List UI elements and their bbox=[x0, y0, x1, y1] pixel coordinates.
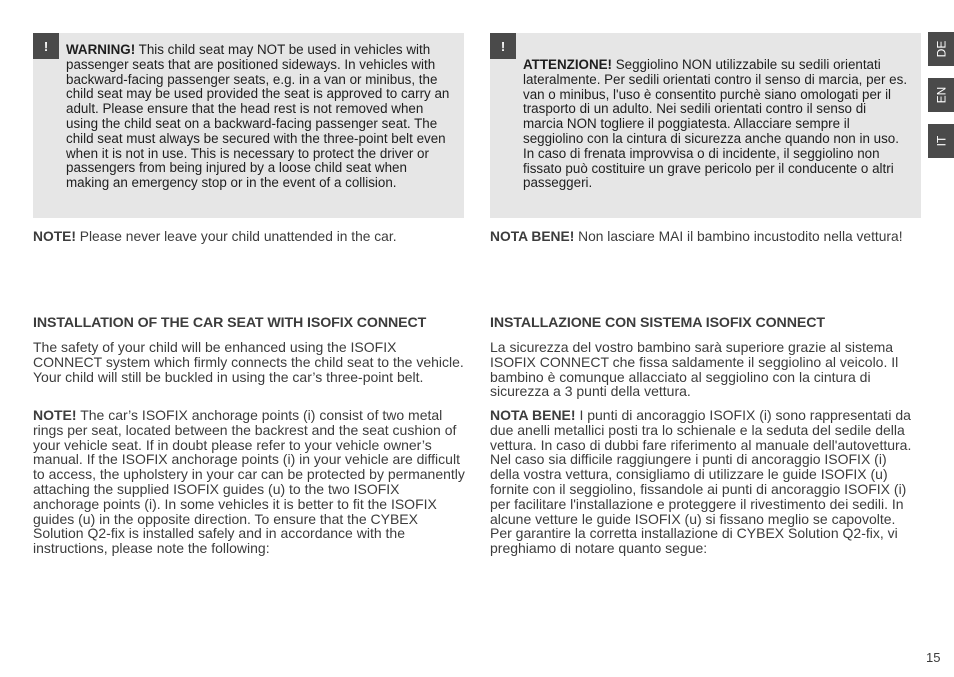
warning-box-en bbox=[33, 33, 464, 218]
warning-box-it bbox=[490, 33, 921, 218]
isofix-note-label-en: NOTE! bbox=[33, 407, 77, 423]
note-it bbox=[490, 229, 921, 245]
isofix-note-text-en: The car’s ISOFIX anchorage points (i) consist of two metal rings per seat, located between the backrest and the seat cushion of your vehicle seat. If in doubt please refer to your vehicle owner’s manual. If the ISOFIX anchorage points (i) in your vehicle are difficult to access, the upholstery in your car can be protected by permanently attaching the supplied ISOFIX guides (u) to the two ISOFIX anchorage points (i). In some vehicles it is better to fit the ISOFIX guides (u) in the opposite direction. To ensure that the CYBEX Solution Q2-fix is installed safely and in accordance with the instructions, please note the following: bbox=[33, 407, 465, 557]
warning-body-it: Seggiolino NON utilizzabile su sedili orientati lateralmente. Per sedili orientati contro il senso di marcia, per es. van o minibus, l'uso è consentito purchè siano omologati per il trasporto di un adulto. Nei sedili orientati contro il senso di marcia NON togliere il poggiatesta. Allacciare sempre il seggiolino con la cintura di sicurezza anche quando non in uso. In caso di frenata improvvisa o di incidente, il seggiolino non fissato può costituire un grave pericolo per il conducente o altri passeggeri. bbox=[523, 57, 908, 191]
warning-body-en: This child seat may NOT be used in vehicles with passenger seats that are positioned sideways. In vehicles with backward-facing passenger seats, e.g. in a van or minibus, the child seat may be used provided the seat is approved to carry an adult. Please ensure that the head rest is not removed when using the child seat on a backward-facing passenger seat. The child seat must always be secured with the three-point belt even when it is not in use. This is necessary to protect the driver or passengers from being injured by a loose child seat when making an emergency stop or in the event of a collision. bbox=[66, 42, 450, 191]
note-text-it: Non lasciare MAI il bambino incustodito nella vettura! bbox=[574, 229, 903, 244]
warning-text-en bbox=[66, 43, 451, 191]
section-heading-en: INSTALLATION OF THE CAR SEAT WITH ISOFIX CONNECT bbox=[33, 315, 427, 331]
warning-label-en: WARNING! bbox=[66, 42, 136, 57]
section-heading-it: INSTALLAZIONE CON SISTEMA ISOFIX CONNECT bbox=[490, 315, 825, 331]
warning-exclamation-icon: ! bbox=[33, 33, 59, 59]
note-label-it: NOTA BENE! bbox=[490, 229, 575, 244]
warning-label-it: ATTENZIONE! bbox=[523, 57, 613, 72]
note-label-en: NOTE! bbox=[33, 229, 76, 244]
language-tab-de[interactable] bbox=[928, 32, 954, 66]
warning-exclamation-icon: ! bbox=[490, 33, 516, 59]
note-en bbox=[33, 229, 464, 245]
isofix-note-text-it: I punti di ancoraggio ISOFIX (i) sono rappresentati da due anelli metallici posti tra lo schienale e la seduta del sedile della vettura. In caso di dubbi fare riferimento al manuale dell'autovettura. Nel caso sia difficile raggiungere i punti di ancoraggio ISOFIX (i) della vostra vettura, consigliamo di utilizzare le guide ISOFIX (u) fornite con il seggiolino, fissandole ai punti di ancoraggio ISOFIX (i) per facilitare l'installazione e proteggere il rivestimento dei sedili. In alcune vetture le guide ISOFIX (u) si fissano meglio se capovolte. Per garantire la corretta installazione di CYBEX Solution Q2-fix, vi preghiamo di notare quanto segue: bbox=[490, 407, 912, 557]
page-number: 15 bbox=[926, 650, 941, 665]
isofix-note-paragraph-it bbox=[490, 408, 920, 556]
intro-paragraph-en: The safety of your child will be enhanced using the ISOFIX CONNECT system which firmly connects the child seat to the vehicle. Your child will still be buckled in using the car’s three-point belt. bbox=[33, 339, 464, 385]
language-tab-label: DE bbox=[933, 40, 948, 58]
isofix-note-label-it: NOTA BENE! bbox=[490, 407, 576, 423]
language-tab-it[interactable] bbox=[928, 124, 954, 158]
language-tab-label: IT bbox=[933, 135, 948, 147]
language-tab-label: EN bbox=[933, 86, 948, 104]
warning-text-it bbox=[523, 58, 908, 191]
language-tab-en[interactable] bbox=[928, 78, 954, 112]
intro-paragraph-it: La sicurezza del vostro bambino sarà superiore grazie al sistema ISOFIX CONNECT che fissa saldamente il seggiolino al veicolo. Il bambino è comunque allacciato al seggiolino con la cintura di sicurezza a 3 punti della vettura. bbox=[490, 339, 899, 400]
isofix-note-paragraph-en bbox=[33, 408, 465, 556]
note-text-en: Please never leave your child unattended in the car. bbox=[75, 229, 397, 244]
